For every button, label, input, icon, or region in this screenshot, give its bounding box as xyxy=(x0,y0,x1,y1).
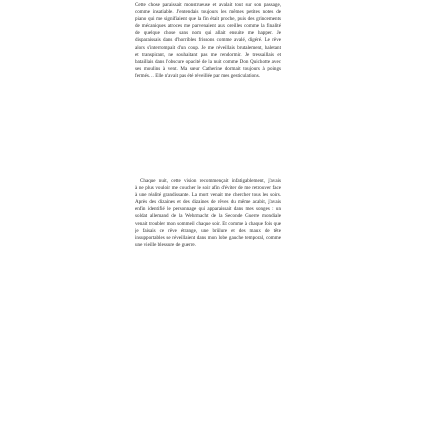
text-line: insupportables se réveillaient dans mon lobe gauche temporal, comme xyxy=(135,234,281,241)
text-line: Après des dizaines et des dizaines de rêves du même acabit, j'avais xyxy=(135,199,281,206)
text-line: piano qui me signifiaient que la fin était proche, puis des grincements xyxy=(135,16,281,23)
text-line: fermés… Elle n'avait pas été réveillée par mes gesticulations. xyxy=(135,72,260,79)
paragraph-recurring-dream xyxy=(135,178,281,290)
text-line: comme insatiable. J'entendais toujours les mêmes petites notes de xyxy=(135,9,281,16)
text-line: enfin identifié le personnage qui apparaissait dans mes songes : un xyxy=(135,206,281,213)
text-line: Cette chose paraissait monstrueuse et avalait tout sur son passage, xyxy=(135,2,281,8)
text-line: et transpirant, ne souhaitant pas me rendormir. Je tressaillais et xyxy=(135,51,281,58)
text-line: de quelque chose sans nom qui allait ensuite me happer. Je xyxy=(135,30,281,37)
text-line: de mécaniques atroces me parvenaient aux oreilles comme la finalité xyxy=(135,23,281,30)
paragraph-nightmare-machine xyxy=(135,2,281,88)
text-line: soldat allemand de la Wehrmacht de la Seconde Guerre mondiale xyxy=(135,213,281,220)
text-line: à une réalité grandissante. La mort venait me chercher tous les soirs. xyxy=(135,192,281,199)
text-line: Chaque nuit, cette vision recommençait infatigablement, j'avais xyxy=(140,178,281,184)
text-line: venait troubler mon sommeil chaque soir. Et comme à chaque fois que xyxy=(135,220,281,227)
text-line: ses moulins à vent. Ma sœur Catherine dormait toujours à poings xyxy=(135,65,281,72)
text-line: à ne plus vouloir me coucher le soir afin d'éviter de me retrouver face xyxy=(135,185,281,192)
text-line: disparaissais dans d'horribles frissons comme avalé, digéré. Le rêve xyxy=(135,37,281,44)
text-line: je faisais ce rêve étrange, une brûlure et des maux de tête xyxy=(135,227,281,234)
text-line: alors s'interrompait d'un coup. Je me réveillais brutalement, haletant xyxy=(135,44,281,51)
text-line: une vieille blessure de guerre. xyxy=(135,241,196,248)
text-line: bataillais dans l'obscure opacité de la nuit comme Don Quichotte avec xyxy=(135,58,281,65)
